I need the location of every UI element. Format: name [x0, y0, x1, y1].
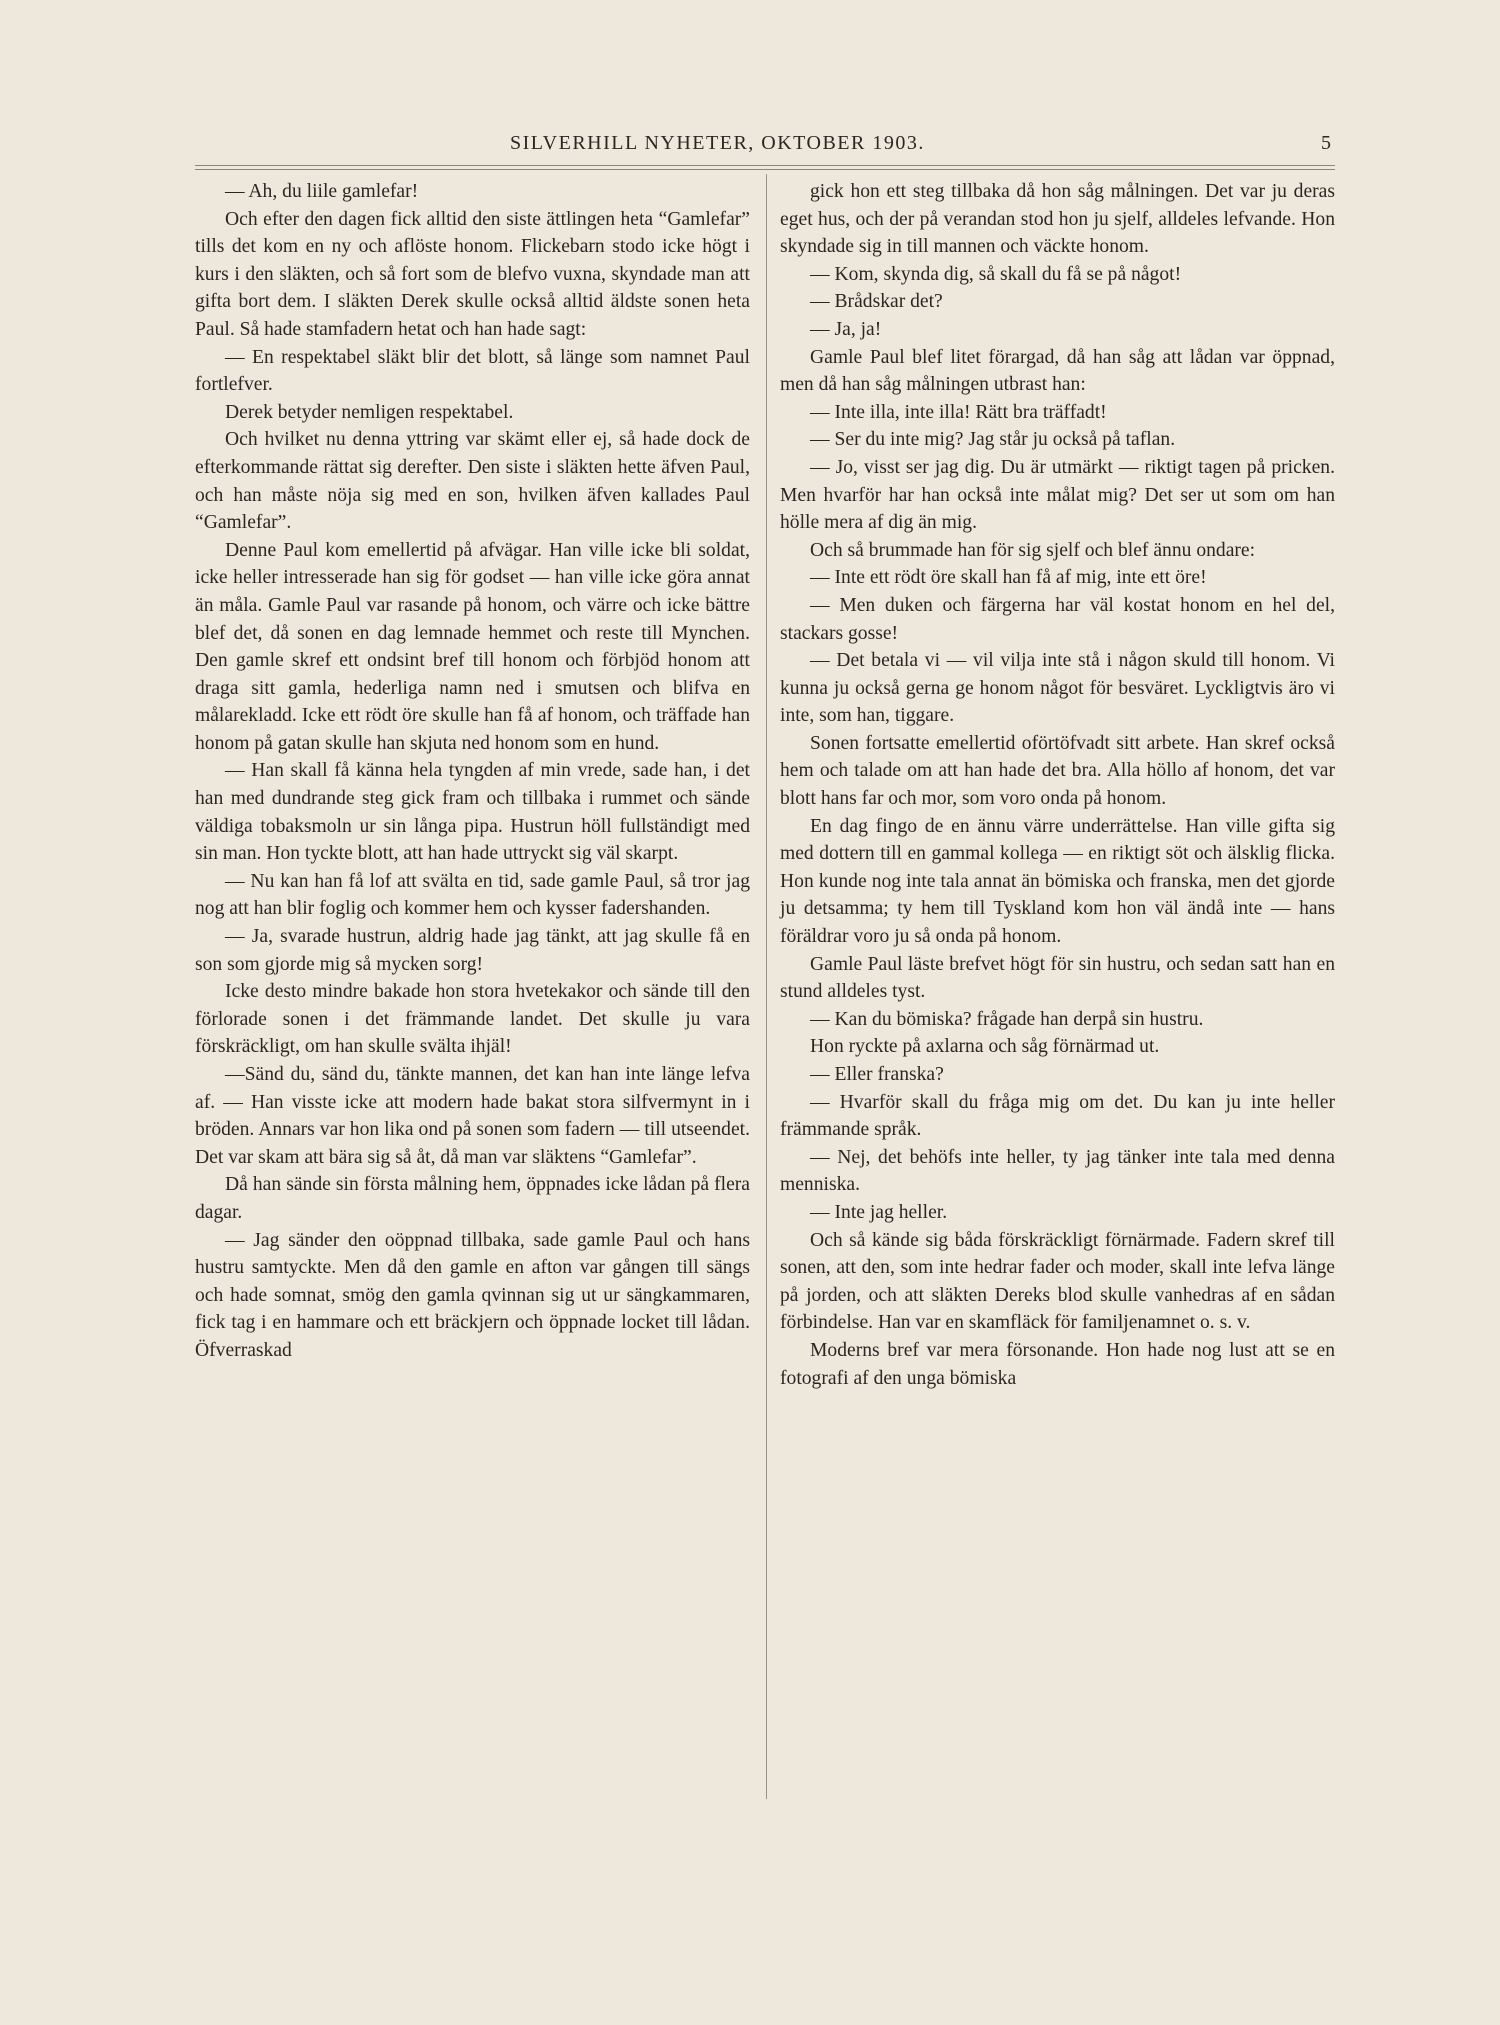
article-paragraph: gick hon ett steg tillbaka då hon såg målningen. Det var ju deras eget hus, och der på verandan stod hon ju sjelf, alldeles lefvande. Hon skyndade sig in till mannen och väckte honom. — [780, 181, 1335, 258]
article-paragraph: — Kom, skynda dig, så skall du få se på något! — [810, 263, 1182, 285]
article-paragraph: Gamle Paul läste brefvet högt för sin hustru, och sedan satt han en stund alldeles tyst. — [780, 953, 1335, 1003]
article-paragraph: — Inte jag heller. — [810, 1201, 948, 1223]
article-paragraph: Då han sände sin första målning hem, öppnades icke lådan på flera dagar. — [195, 1174, 750, 1223]
article-paragraph: — Men duken och färgerna har väl kostat honom en hel del, stackars gosse! — [780, 594, 1335, 644]
article-paragraph: Och efter den dagen fick alltid den siste ättlingen heta “Gamlefar” tills det kom en ny och aflöste honom. Flickebarn stodo icke högt i kurs i den släkten, och så fort som de blefvo vuxna, skyndade man att gifta bort dem. I släkten Derek skulle också alltid äldste sonen heta Paul. Så hade stamfadern hetat och han hade sagt: — [195, 208, 750, 340]
article-paragraph: — Jo, visst ser jag dig. Du är utmärkt — riktigt tagen på pricken. Men hvarför har han också inte målat mig? Det ser ut som om han hölle mera af dig än mig. — [780, 456, 1335, 534]
article-paragraph: Och så brummade han för sig sjelf och blef ännu ondare: — [810, 539, 1256, 561]
article-paragraph: — Kan du bömiska? frågade han derpå sin hustru. — [810, 1008, 1204, 1030]
article-paragraph: — Inte ett rödt öre skall han få af mig, inte ett öre! — [810, 567, 1207, 589]
article-paragraph: — Han skall få känna hela tyngden af min vrede, sade han, i det han med dundrande steg gick fram och tillbaka i rummet och sände väldiga tobaksmoln ur sin långa pipa. Hustrun höll fullständigt med sin man. Hon tyckte blott, att han hade uttryckt sig väl skarpt. — [195, 760, 750, 865]
article-paragraph: — Ja, svarade hustrun, aldrig hade jag tänkt, att jag skulle få en son som gjorde mig så mycken sorg! — [195, 926, 750, 975]
article-paragraph: Derek betyder nemligen respektabel. — [225, 401, 514, 423]
header-title: SILVERHILL NYHETER, OKTOBER 1903. — [510, 132, 925, 154]
article-paragraph: — Nu kan han få lof att svälta en tid, sade gamle Paul, så tror jag nog att han blir foglig och kommer hem och kysser fadershanden. — [195, 870, 750, 920]
article-paragraph: — Eller franska? — [810, 1064, 944, 1085]
header-rule — [195, 165, 1335, 166]
article-paragraph: Denne Paul kom emellertid på afvägar. Han ville icke bli soldat, icke heller intresserade han sig för godset — han ville icke göra annat än måla. Gamle Paul var rasande på honom, och värre och icke bättre blef det, då sonen en dag lemnade hemmet och reste till Mynchen. Den gamle skref ett ondsint bref till honom och förbjöd honom att draga sitt gamla, hederliga namn ned i smutsen och blifva en målarekladd. Icke ett rödt öre skulle han få af honom, och träffade han honom på gatan skulle han skjuta ned honom som en hund. — [195, 539, 750, 754]
article-paragraph: —Sänd du, sänd du, tänkte mannen, det kan han inte länge lefva af. — Han visste icke att modern hade bakat stora silfvermynt in i bröden. Annars var hon lika ond på sonen som fadern — till utseendet. Det var skam att bära sig så åt, då man var släktens “Gamlefar”. — [195, 1064, 750, 1168]
article-paragraph: Och hvilket nu denna yttring var skämt eller ej, så hade dock de efterkommande rättat sig derefter. Den siste i släkten hette äfven Paul, och han måste nöja sig med en son, hvilken äfven kallades Paul “Gamlefar”. — [195, 429, 750, 534]
article-paragraph: En dag fingo de en ännu värre underrättelse. Han ville gifta sig med dottern till en gammal kollega — en riktigt söt och älsklig flicka. Hon kunde nog inte tala annat än bömiska och franska, men det gjorde ju detsamma; ty hem till Tyskland kom hon väl ändå inte — hans föräldrar voro ju så onda på honom. — [780, 815, 1335, 948]
article-paragraph: — Nej, det behöfs inte heller, ty jag tänker inte tala med denna menniska. — [780, 1146, 1335, 1196]
article-paragraph: — Ah, du liile gamlefar! — [225, 181, 419, 202]
page-number: 5 — [1321, 132, 1331, 154]
article-paragraph: — Det betala vi — vil vilja inte stå i någon skuld till honom. Vi kunna ju också gerna ge honom något för besväret. Lyckligtvis äro vi inte, som han, tiggare. — [780, 650, 1335, 727]
article-paragraph: — En respektabel släkt blir det blott, så länge som namnet Paul fortlefver. — [195, 346, 750, 396]
article-paragraph: Och så kände sig båda förskräckligt förnärmade. Fadern skref till sonen, att den, som inte hedrar fader och moder, skall inte lefva länge på jorden, och att släkten Dereks blod skulle vanhedras af en sådan förbindelse. Han var en skamfläck för familjenamnet o. s. v. — [780, 1229, 1335, 1334]
article-paragraph: — Jag sänder den oöppnad tillbaka, sade gamle Paul och hans hustru samtyckte. Men då den gamle en afton var gången till sängs och hade somnat, smög den gamla qvinnan sig ut ur sängkammaren, fick tag i en hammare och ett bräckjern och öppnade locket till lådan. Öfverraskad — [195, 1229, 750, 1361]
article-paragraph: Hon ryckte på axlarna och såg förnärmad ut. — [810, 1036, 1160, 1058]
article-paragraph: Sonen fortsatte emellertid oförtöfvadt sitt arbete. Han skref också hem och talade om att han hade det bra. Alla höllo af honom, det var blott hans far och mor, som voro onda på honom. — [780, 732, 1335, 810]
article-paragraph: — Ja, ja! — [810, 318, 882, 340]
article-paragraph: — Brådskar det? — [810, 291, 943, 313]
column-divider — [766, 174, 767, 1799]
article-paragraph: Moderns bref var mera försonande. Hon hade nog lust att se en fotografi af den unga bömiska — [780, 1339, 1335, 1389]
article-paragraph: — Inte illa, inte illa! Rätt bra träffadt! — [810, 401, 1107, 423]
article-paragraph: Icke desto mindre bakade hon stora hvetekakor och sände till den förlorade sonen i det främmande landet. Det skulle ju vara förskräckligt, om han skulle svälta ihjäl! — [195, 981, 750, 1058]
article-paragraph: Gamle Paul blef litet förargad, då han såg att lådan var öppnad, men då han såg målningen utbrast han: — [780, 346, 1335, 396]
left-column — [195, 178, 750, 1365]
header-rule-double — [195, 169, 1335, 170]
article-paragraph: — Hvarför skall du fråga mig om det. Du kan ju inte heller främmande språk. — [780, 1091, 1335, 1141]
article-paragraph: — Ser du inte mig? Jag står ju också på taflan. — [810, 429, 1176, 451]
right-column — [780, 178, 1335, 1392]
page-header — [195, 130, 1335, 164]
